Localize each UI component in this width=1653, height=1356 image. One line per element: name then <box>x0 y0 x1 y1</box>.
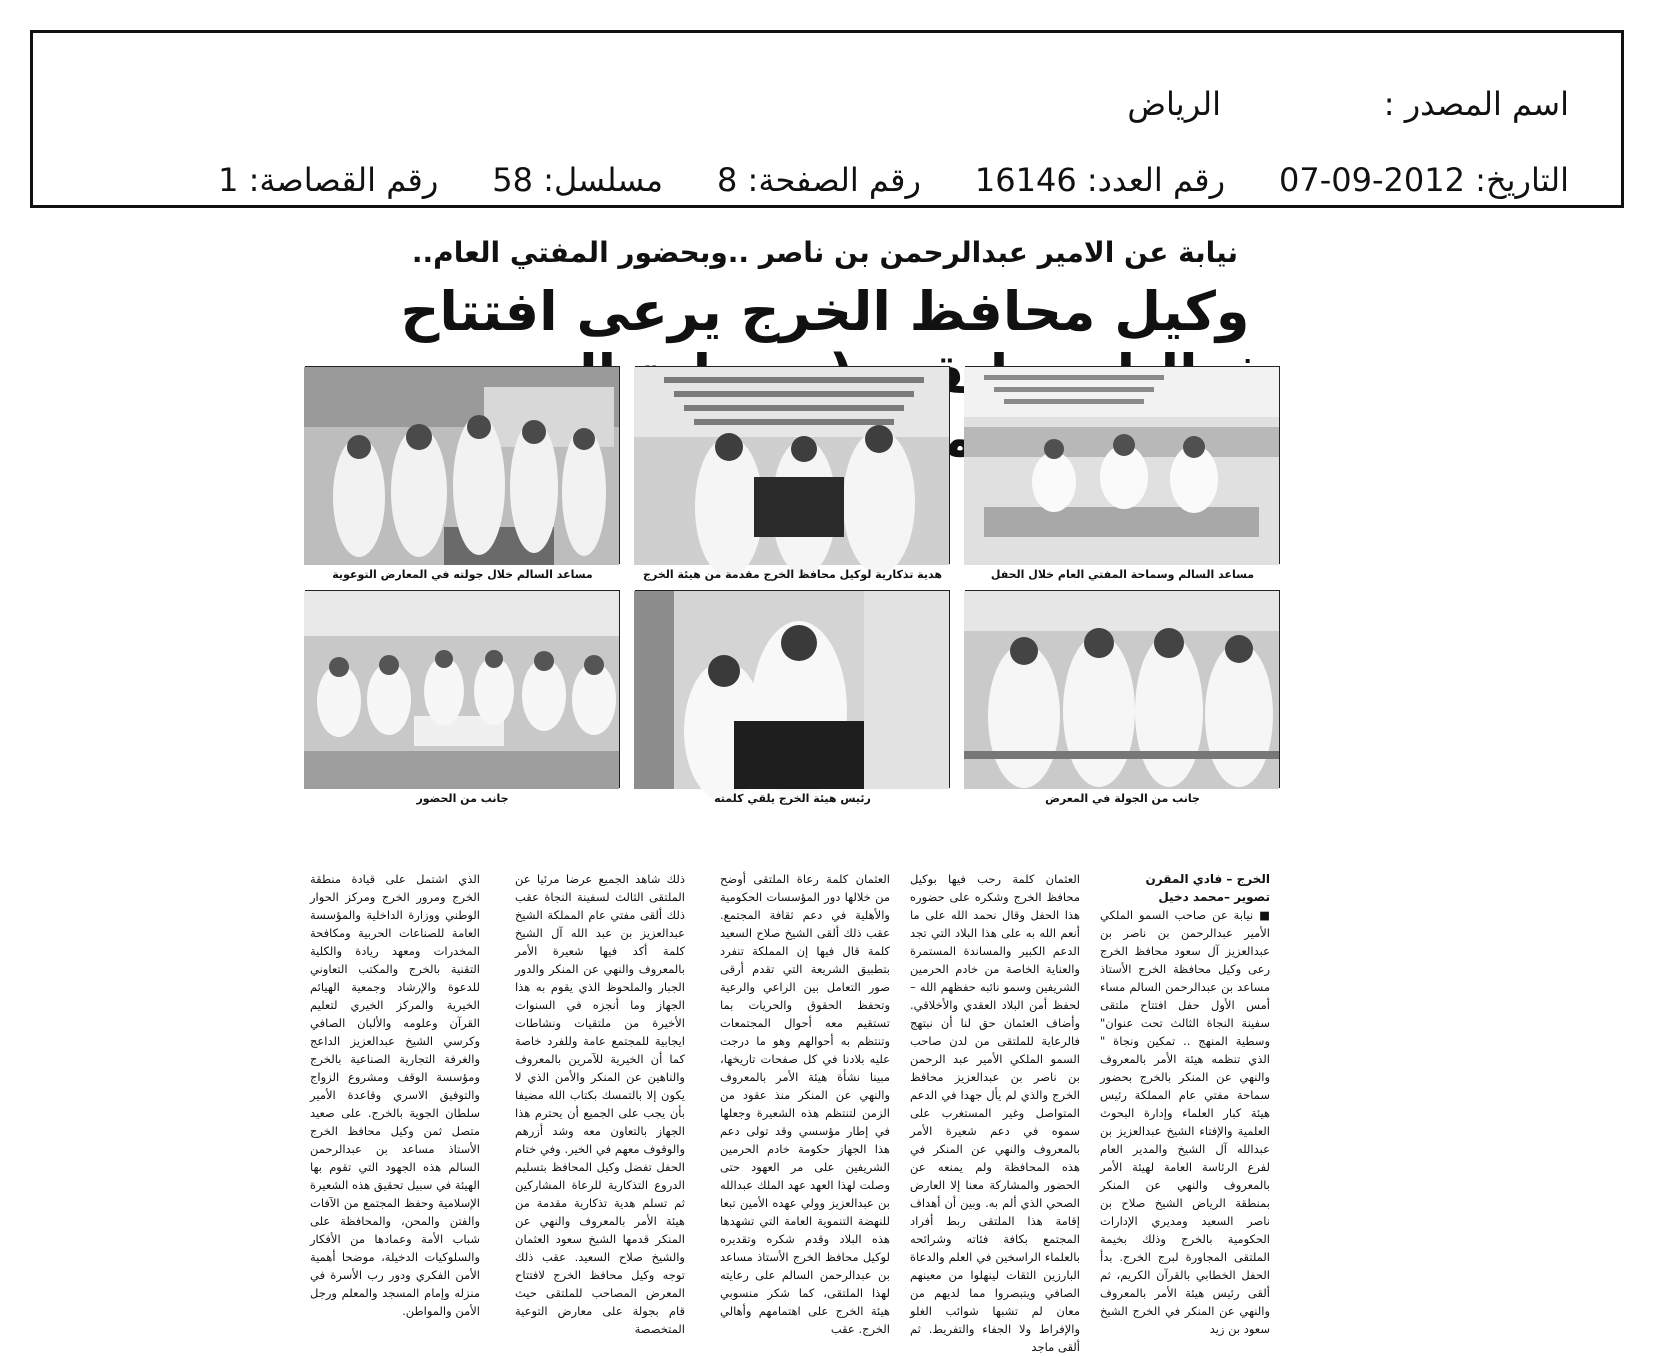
photo-speech <box>635 590 950 788</box>
photo-commemorative-gift <box>635 366 950 564</box>
article-column-3 <box>720 870 890 1336</box>
newspaper-clipping <box>305 232 1345 1354</box>
metadata-row <box>218 161 1569 199</box>
issue-number-field: رقم العدد: 16146 <box>974 161 1226 199</box>
column-text: العثمان كلمة رعاة الملتقى أوضح من خلالها دور المؤسسات الحكومية والأهلية في دعم ثقافة المجتمع. عقب ذلك ألقى الشيخ صلاح السعيد كلمة قال فيها إن المملكة تنفرد بتطبيق الشريعة التي تقدم أرقى صور التعامل بين الراعي والرعية وتحفظ الحقوق والحريات بما تستقيم معه أحوال المجتمعات وتنتظم به أحوالهم وهو ما درجت عليه بلادنا في كل صفحات تاريخها، مبينا نشأة هيئة الأمر بالمعروف والنهي عن المنكر منذ عقود من الزمن لتنتظم هذه الشعيرة وجعلها في إطار مؤسسي وقد تولى دعم هذا الجهاز حكومة خادم الحرمين الشريفين على مر العهود حتى وصلت لهذا العهد عهد الملك عبدالله بن عبدالعزيز وولي عهده الأمين تبعا للنهضة التنموية العامة التي تشهدها هذه البلاد وقدم شكره وتقديره لوكيل محافظ الخرج الأستاذ مساعد بن عبدالرحمن السالم على رعايته لهذا الملتقى، كما شكر منسوبي هيئة الخرج على اهتمامهم وأهالي الخرج. عقب <box>720 872 890 1336</box>
caption-exhibition-ribbon: جانب من الجولة في المعرض <box>1045 792 1200 805</box>
article-column-5 <box>310 870 480 1318</box>
source-value: الرياض <box>1127 85 1221 123</box>
clip-number-field: رقم القصاصة: 1 <box>218 161 439 199</box>
column-text: الذي اشتمل على قيادة منطقة الخرج ومرور الخرج ومركز الحوار الوطني ووزارة الداخلية والمؤسسة العامة للصناعات الحربية ومكافحة المخدرات ومعهد ريادة والكلية التقنية بالخرج والمكتب التعاوني للدعوة والإرشاد وجمعية الهيائم الخيرية والمركز الخيري لتعليم القرآن وعلومه والألبان الصافي وكرسي الشيخ عبدالعزيز الداعج والغرفة التجارية الصناعية بالخرج ومؤسسة الوقف ومشروع الزواج والتوفيق الاسري وقاعدة الأمير سلطان الجوية بالخرج. على صعيد متصل ثمن وكيل محافظ الخرج الأستاذ مساعد بن عبدالرحمن السالم هذه الجهود التي تقوم بها الهيئة في سبيل تحقيق هذه الشعيرة الإسلامية وحفظ المجتمع من الآفات والفتن والمحن، والمحافظة على شباب الأمة وعمادها من الأفكار والسلوكيات الدخيلة، موضحا أهمية الأمن الفكري ودور رب الأسرة في منزله وإمام المسجد والمعلم ورجل الأمن والمواطن. <box>310 872 480 1318</box>
article-column-4 <box>515 870 685 1336</box>
photo-exhibition-ribbon <box>965 590 1280 788</box>
caption-ceremony-stage: مساعد السالم وسماحة المفتي العام خلال الحفل <box>990 568 1255 581</box>
article-headline: وكيل محافظ الخرج يرعى افتتاح ملتقى <box>400 280 1250 406</box>
article-column-2 <box>910 870 1080 1354</box>
article-kicker: نيابة عن الامير عبدالرحمن بن ناصر ..وبحضور المفتي العام.. <box>411 236 1239 269</box>
photo-audience <box>305 590 620 788</box>
caption-speech: رئيس هيئة الخرج يلقي كلمته <box>714 792 871 805</box>
column-text: العثمان كلمة رحب فيها بوكيل محافظ الخرج وشكره على حضوره هذا الحفل وقال نحمد الله على ما أنعم الله به على هذا البلاد التي تجد الدعم الكبير والمساندة المستمرة والعناية الخاصة من خادم الحرمين الشريفين وسمو نائبه حفظهم الله – لحفظ أمن البلاد العقدي والأخلاقي. وأضاف العثمان حق لنا أن نبتهج فالرعاية للملتقى من لدن صاحب السمو الملكي الأمير عبد الرحمن بن ناصر بن عبدالعزيز محافظ الخرج والذي لم يأل جهدا في الدعم المتواصل وغير المستغرب على سموه في دعم شعيرة الأمر بالمعروف والنهي عن المنكر في هذه المحافظة ولم يمنعه عن الحضور والمشاركة معنا إلا العارض الصحي الذي ألم به. وبين أن أهداف إقامة هذا الملتقى ربط أفراد المجتمع بكافة فئاته وشرائحه بالعلماء الراسخين في العلم والدعاة البارزين الثقات لينهلوا من معينهم الصافي ويتبصروا مما لديهم من معان لم تشبها شوائب الغلو والإفراط ولا الجفاء والتفريط. ثم ألقى ماجد <box>910 872 1080 1354</box>
column-text: ■ نيابة عن صاحب السمو الملكي الأمير عبدالرحمن بن ناصر بن عبدالعزيز آل سعود محافظ الخرج رعى وكيل محافظة الخرج الأستاذ مساعد بن عبدالرحمن السالم مساء أمس الأول حفل افتتاح ملتقى سفينة النجاة الثالث تحت عنوان" وسطية المنهج .. تمكين ونجاة " الذي تنظمه هيئة الأمر بالمعروف والنهي عن المنكر بالخرج بحضور سماحة مفتي عام المملكة رئيس هيئة كبار العلماء وإدارة البحوث العلمية والإفتاء الشيخ عبدالعزيز بن عبدالله آل الشيخ والمدير العام لفرع الرئاسة العامة لهيئة الأمر بالمعروف والنهي عن المنكر بمنطقة الرياض الشيخ صلاح بن ناصر السعيد ومديري الإدارات الحكومية بالخرج وذلك بخيمة الملتقى المجاورة لبرج الخرج. بدأ الحفل الخطابي بالقرآن الكريم، ثم ألقى رئيس هيئة الأمر بالمعروف والنهي عن المنكر في الخرج الشيخ سعود بن زيد <box>1100 908 1270 1336</box>
article-body <box>305 870 1345 1354</box>
caption-audience: جانب من الحضور <box>416 792 509 805</box>
page-number-field: رقم الصفحة: 8 <box>717 161 921 199</box>
date-field: التاريخ: 2012-09-07 <box>1279 161 1569 199</box>
photo-ceremony-stage <box>965 366 1280 564</box>
byline-photographer: تصوير –محمد دخيل <box>1158 890 1270 904</box>
source-label: اسم المصدر : <box>1383 85 1569 123</box>
byline-reporter: الخرج – فادي المقرن <box>1145 872 1270 886</box>
caption-commemorative-gift: هدية تذكارية لوكيل محافظ الخرج مقدمة من هيئة الخرج <box>643 568 942 581</box>
article-column-1 <box>1100 870 1270 1336</box>
photo-exhibition-tour <box>305 366 620 564</box>
serial-field: مسلسل: 58 <box>492 161 663 199</box>
source-info-box <box>30 30 1624 208</box>
column-text: ذلك شاهد الجميع عرضا مرئيا عن الملتقى الثالث لسفينة النجاة عقب ذلك ألقى مفتي عام المملكة الشيخ عبدالعزيز بن عبد الله آل الشيخ كلمة أكد فيها شعيرة الأمر بالمعروف والنهي عن المنكر والدور الجبار والملحوظ الذي يقوم به هذا الجهاز وما أنجزه في السنوات الأخيرة من ملتقيات ونشاطات ايجابية للمجتمع عامة وللفرد خاصة كما أن الخيرية للآمرين بالمعروف والناهين عن المنكر والأمن الذي لا يكون إلا بالتمسك بكتاب الله مضيفا بأن يجب على الجميع أن يحترم هذا الجهاز بالتعاون معه وشد أزرهم والوقوف معهم في الخير. وفي ختام الحفل تفضل وكيل المحافظ بتسليم الدروع التذكارية للرعاة المشاركين ثم تسلم هدية تذكارية مقدمة من هيئة الأمر بالمعروف والنهي عن المنكر قدمها الشيخ سعود العثمان والشيخ صلاح السعيد. عقب ذلك توجه وكيل محافظ الخرج لافتتاح المعرض المصاحب للملتقى حيث قام بجولة على معارض التوعية المتخصصة <box>515 872 685 1336</box>
caption-exhibition-tour: مساعد السالم خلال جولته في المعارض التوعوية <box>332 568 593 581</box>
